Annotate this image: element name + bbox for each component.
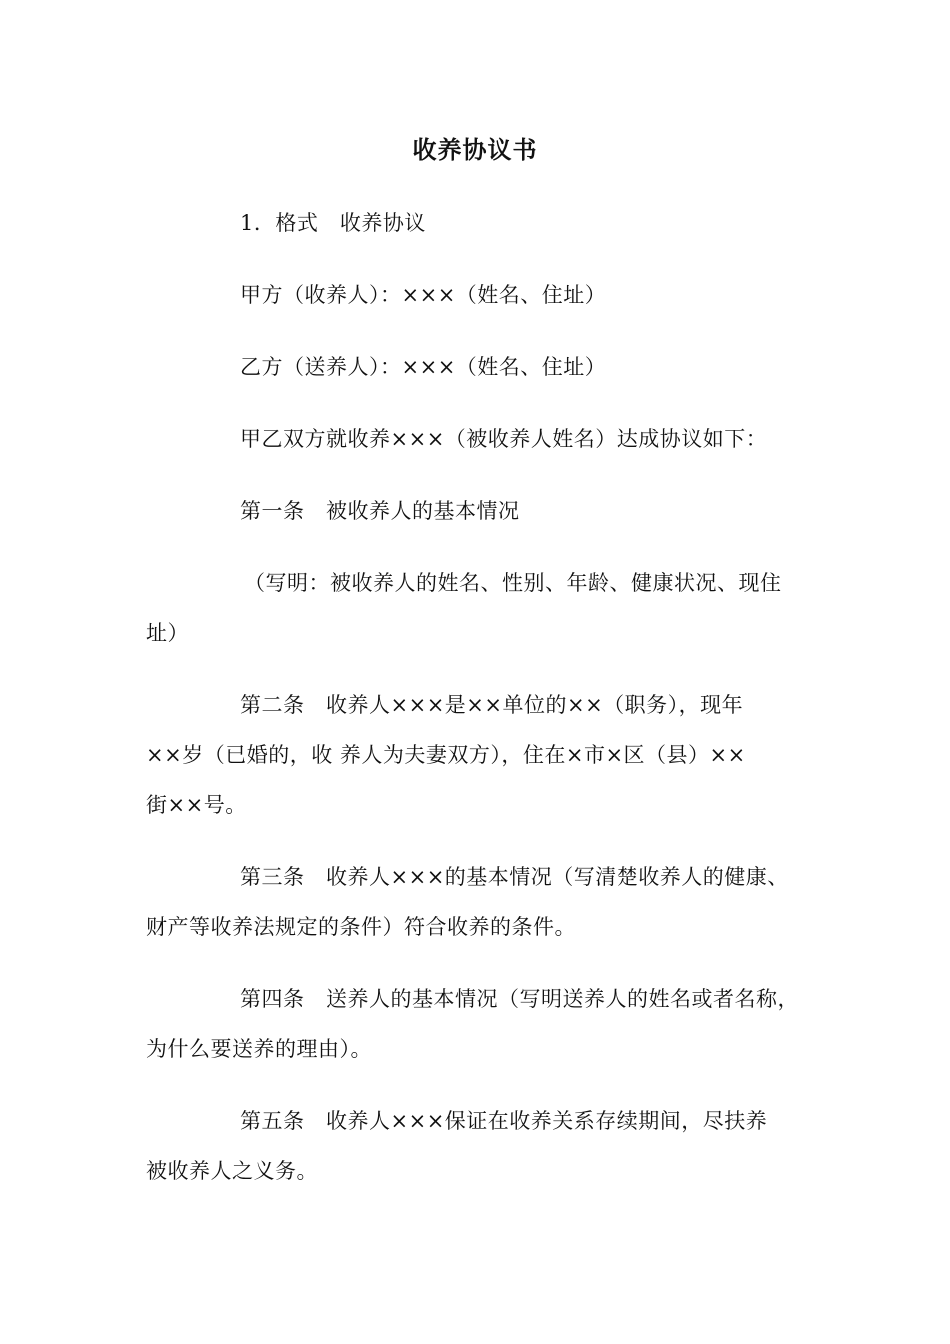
party-a-line: 甲方（收养人）：×××（姓名、住址） <box>240 283 607 307</box>
article-2-line-3: 街××号。 <box>146 793 247 817</box>
article-1-heading: 第一条 被收养人的基本情况 <box>240 499 520 523</box>
document-title: 收养协议书 <box>412 135 538 164</box>
agreement-intro: 甲乙双方就收养×××（被收养人姓名）达成协议如下： <box>240 427 768 451</box>
article-4-line-1: 第四条 送养人的基本情况（写明送养人的姓名或者名称， <box>240 987 799 1011</box>
article-1-note-line-1: （写明：被收养人的姓名、性别、年龄、健康状况、现住 <box>244 571 782 595</box>
format-heading: 1．格式 收养协议 <box>240 211 426 235</box>
article-4-line-2: 为什么要送养的理由）。 <box>146 1037 372 1061</box>
article-2-line-1: 第二条 收养人×××是××单位的××（职务），现年 <box>240 693 744 717</box>
party-b-line: 乙方（送养人）：×××（姓名、住址） <box>240 355 607 379</box>
article-5-line-1: 第五条 收养人×××保证在收养关系存续期间，尽扶养 <box>240 1109 768 1133</box>
article-2-line-2: ××岁（已婚的，收 养人为夫妻双方），住在×市×区（县）×× <box>146 743 746 767</box>
article-3-line-1: 第三条 收养人×××的基本情况（写清楚收养人的健康、 <box>240 865 789 889</box>
article-5-line-2: 被收养人之义务。 <box>146 1159 318 1183</box>
article-3-line-2: 财产等收养法规定的条件）符合收养的条件。 <box>146 915 576 939</box>
article-1-note-line-2: 址） <box>146 621 189 645</box>
